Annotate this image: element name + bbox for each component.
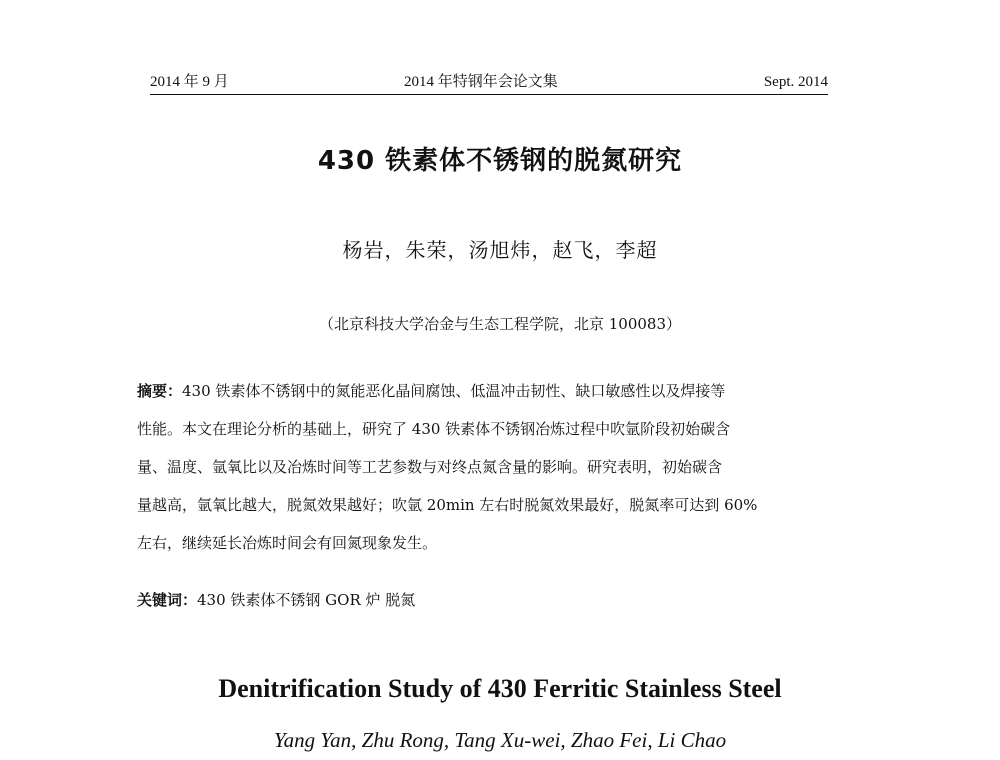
header-date-cn: 2014 年 9 月 xyxy=(150,74,229,90)
abstract-line: 左右，继续延长冶炼时间会有回氮现象发生。 xyxy=(137,534,438,552)
abstract-line xyxy=(137,372,837,410)
keywords-text: 430 铁素体不锈钢 GOR 炉 脱氮 xyxy=(197,591,416,609)
abstract-line: 性能。本文在理论分析的基础上，研究了 430 铁素体不锈钢冶炼过程中吹氩阶段初始碳含 xyxy=(137,420,731,438)
abstract-label: 摘要： xyxy=(137,382,183,400)
keywords-label: 关键词： xyxy=(137,591,198,609)
abstract-text: 430 铁素体不锈钢中的氮能恶化晶间腐蚀、低温冲击韧性、缺口敏感性以及焊接等 xyxy=(182,382,726,400)
header-proceedings-title: 2014 年特钢年会论文集 xyxy=(404,74,558,90)
author-list: 杨岩，朱荣，汤旭炜，赵飞，李超 xyxy=(342,238,658,262)
abstract-line: 量越高，氩氧比越大，脱氮效果越好；吹氩 20min 左右时脱氮效果最好，脱氮率可达到 60% xyxy=(137,496,758,514)
abstract-line: 量、温度、氩氧比以及冶炼时间等工艺参数与对终点氮含量的影响。研究表明，初始碳含 xyxy=(137,458,723,476)
abstract xyxy=(137,372,837,562)
paper-title: 430 铁素体不锈钢的脱氮研究 xyxy=(317,146,683,176)
running-header xyxy=(150,70,828,95)
affiliation: （北京科技大学冶金与生态工程学院，北京 100083） xyxy=(318,315,682,333)
keywords xyxy=(137,589,415,610)
header-date-en: Sept. 2014 xyxy=(763,74,828,90)
english-title: Denitrification Study of 430 Ferritic Stainless Steel xyxy=(218,674,782,703)
english-author-list: Yang Yan, Zhu Rong, Tang Xu-wei, Zhao Fei, Li Chao xyxy=(273,728,727,752)
